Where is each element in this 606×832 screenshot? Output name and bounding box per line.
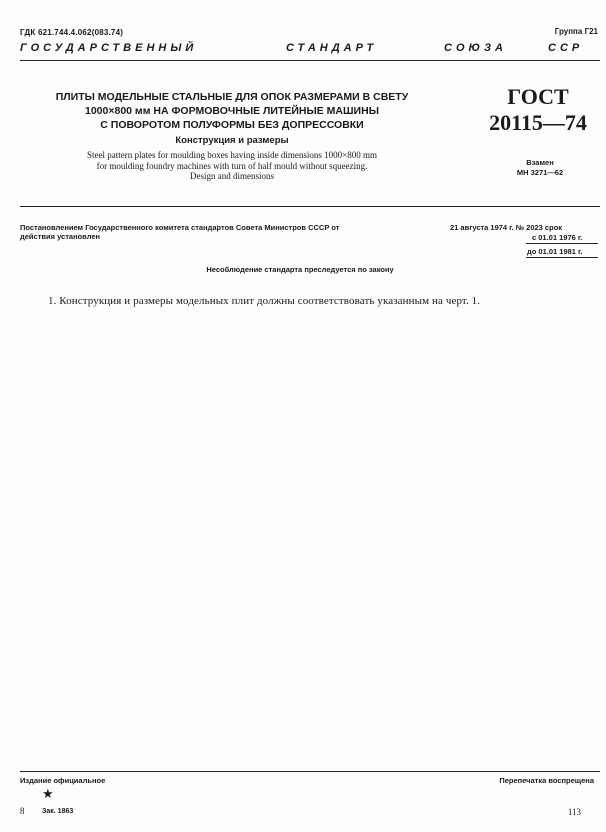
english-title-line-1: Steel pattern plates for moulding boxes having inside dimensions 1000×800 mm	[86, 150, 378, 160]
gost-label: ГОСТ	[507, 84, 569, 109]
decree-line-1: Постановлением Государственного комитета стандартов Совета Министров СССР от	[20, 223, 340, 232]
reprint-notice: Перепечатка воспрещена	[499, 776, 594, 785]
title-line-1: ПЛИТЫ МОДЕЛЬНЫЕ СТАЛЬНЫЕ ДЛЯ ОПОК РАЗМЕРАМИ В СВЕТУ	[55, 91, 409, 103]
decree-line-2: действия установлен	[20, 232, 101, 241]
group-code: Группа Г21	[554, 27, 598, 36]
banner-word-standard: СТАНДАРТ	[286, 42, 378, 54]
validity-to: до 01.01 1981 г.	[527, 247, 583, 256]
validity-to-underline	[526, 257, 598, 258]
gost-number: 20115—74	[489, 110, 587, 135]
replaces-label: Взамен	[526, 158, 554, 167]
decree-date: 21 августа 1974 г. № 2023 срок	[450, 223, 563, 232]
star-icon: ★	[42, 786, 54, 801]
replaces-value: МН 3271—62	[516, 168, 564, 177]
replaces-block	[490, 158, 590, 178]
validity-from: с 01.01 1976 г.	[532, 233, 583, 242]
english-title	[26, 150, 438, 182]
law-notice: Несоблюдение стандарта преследуется по закону	[206, 265, 394, 274]
document-title	[26, 90, 438, 132]
order-number: Зак. 1863	[42, 808, 74, 815]
official-edition: Издание официальное	[20, 776, 106, 785]
page-number-right: 113	[567, 807, 581, 817]
footer-rule	[20, 771, 600, 772]
header-separator	[20, 206, 600, 207]
banner-word-union: СОЮЗА	[444, 42, 507, 54]
banner-word-state: ГОСУДАРСТВЕННЫЙ	[20, 42, 198, 54]
english-title-line-3: Design and dimensions	[190, 171, 274, 181]
paragraph-1: 1. Конструкция и размеры модельных плит должны соответствовать указанным на черт. 1.	[48, 295, 481, 307]
title-line-3: С ПОВОРОТОМ ПОЛУФОРМЫ БЕЗ ДОПРЕССОВКИ	[100, 119, 364, 131]
banner-word-ssr: ССР	[548, 42, 584, 54]
document-subtitle: Конструкция и размеры	[175, 135, 289, 146]
validity-from-underline	[526, 243, 598, 244]
page-number-left: 8	[20, 806, 25, 816]
udk-code: ГДК 621.744.4.062(083.74)	[20, 28, 124, 37]
title-line-2: 1000×800 мм НА ФОРМОВОЧНЫЕ ЛИТЕЙНЫЕ МАШИНЫ	[85, 105, 379, 117]
banner-rule	[20, 60, 600, 61]
english-title-line-2: for moulding foundry machines with turn of half mould without squeezing.	[96, 160, 368, 171]
